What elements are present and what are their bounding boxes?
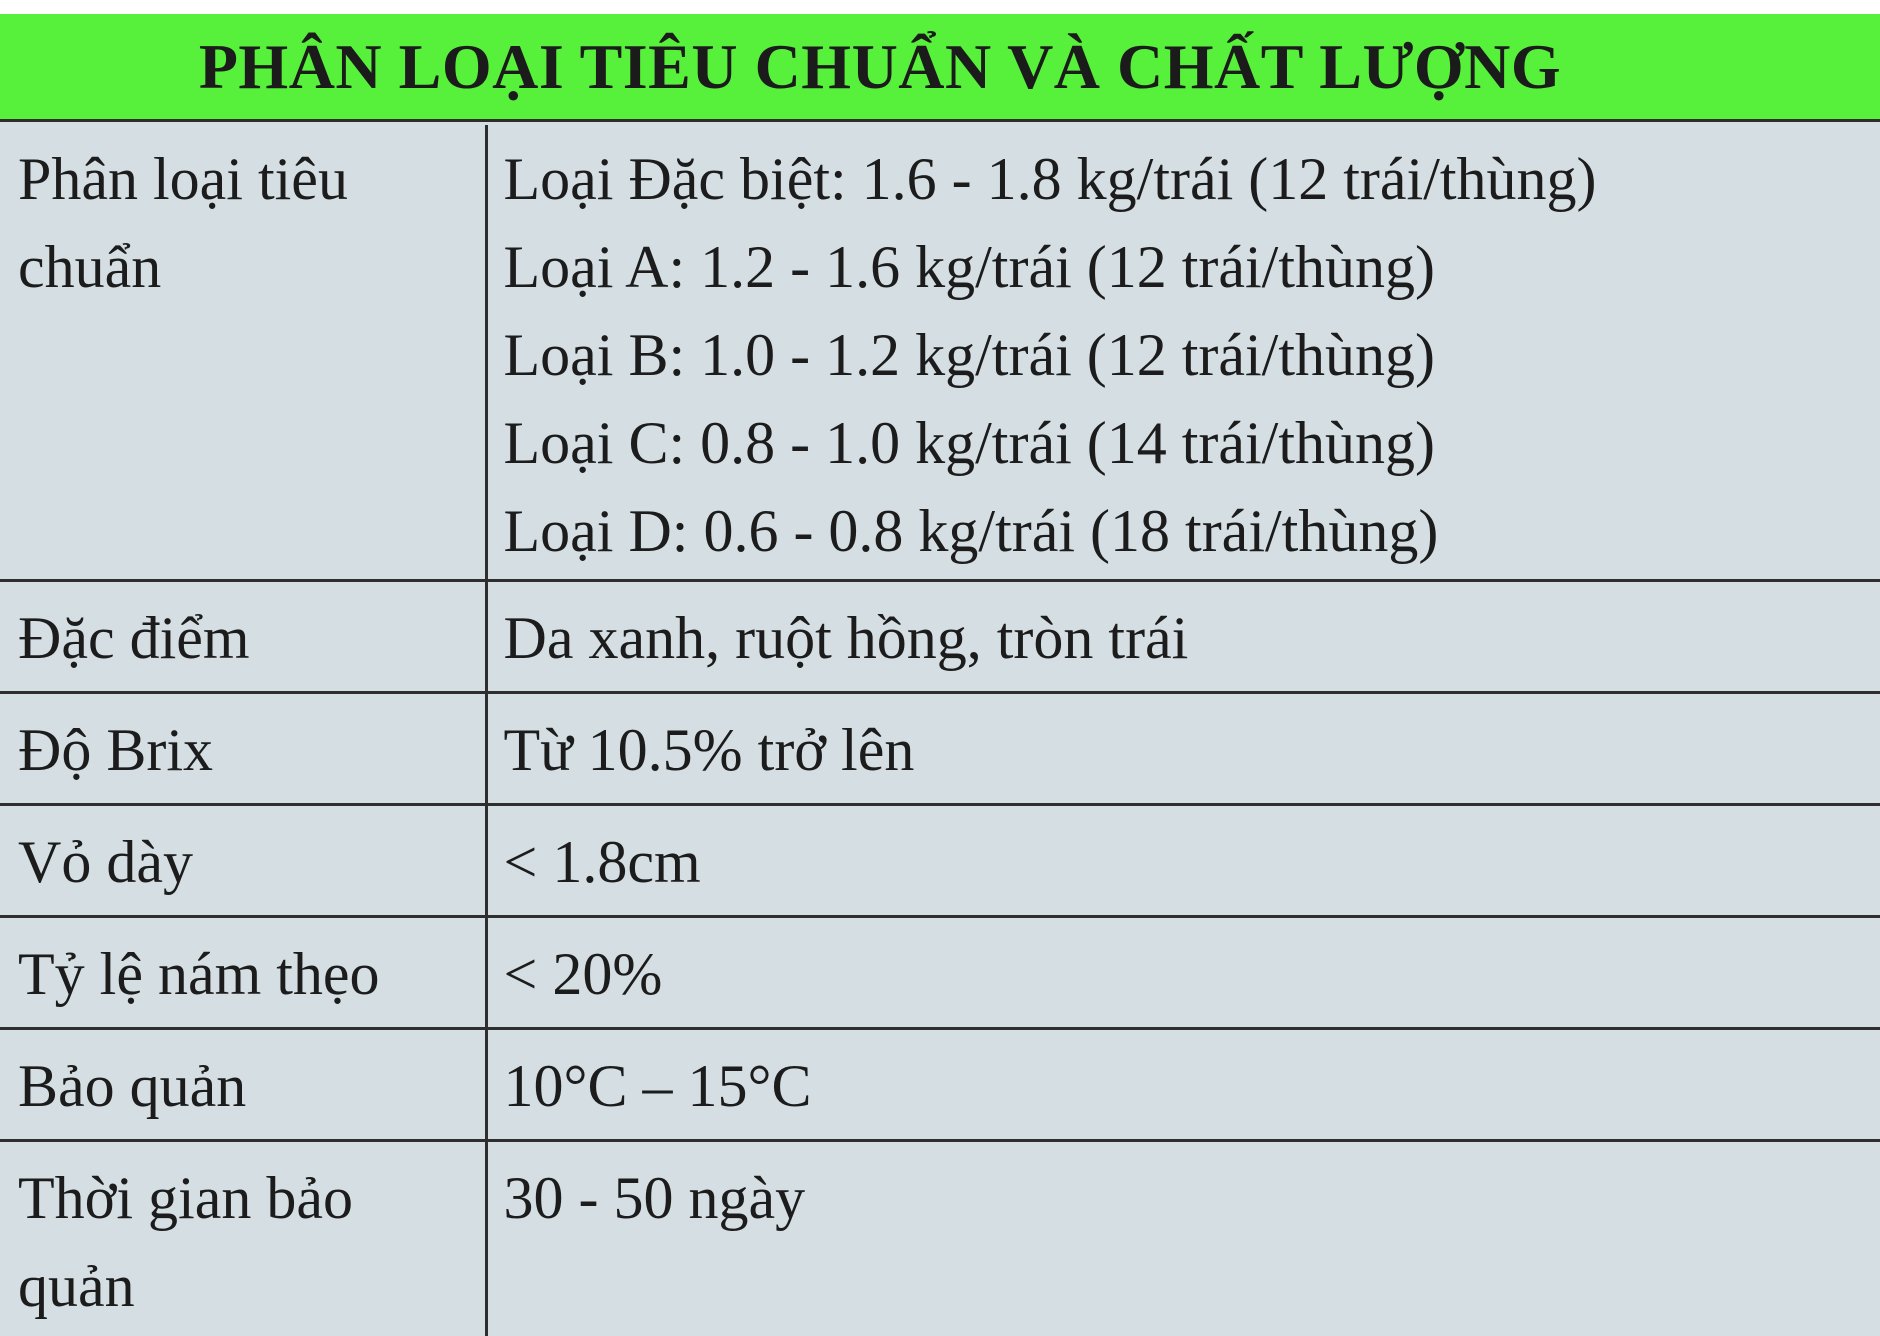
page-title: PHÂN LOẠI TIÊU CHUẨN VÀ CHẤT LƯỢNG	[198, 30, 1562, 102]
row-label: Đặc điểm	[0, 580, 486, 692]
top-strip	[0, 0, 1880, 14]
grade-line: Loại Đặc biệt: 1.6 - 1.8 kg/trái (12 trái/thùng)	[503, 146, 1597, 212]
table-row	[0, 1028, 1880, 1140]
table-row	[0, 804, 1880, 916]
grade-line: Loại A: 1.2 - 1.6 kg/trái (12 trái/thùng)	[503, 234, 1435, 300]
row-value-grades	[486, 125, 1880, 580]
grade-line: Loại D: 0.6 - 0.8 kg/trái (18 trái/thùng)	[503, 498, 1439, 564]
row-label: Phân loại tiêu chuẩn	[0, 125, 486, 580]
table-row	[0, 1140, 1880, 1336]
row-label: Vỏ dày	[0, 804, 486, 916]
grade-line: Loại B: 1.0 - 1.2 kg/trái (12 trái/thùng)	[503, 322, 1435, 388]
row-value: Từ 10.5% trở lên	[486, 692, 1880, 804]
row-value: Da xanh, ruột hồng, tròn trái	[486, 580, 1880, 692]
row-value: < 20%	[486, 916, 1880, 1028]
row-value: < 1.8cm	[486, 804, 1880, 916]
row-label: Bảo quản	[0, 1028, 486, 1140]
table-row-grades	[0, 125, 1880, 580]
row-label: Tỷ lệ nám thẹo	[0, 916, 486, 1028]
row-label: Độ Brix	[0, 692, 486, 804]
row-value: 30 - 50 ngày	[503, 1164, 806, 1231]
table-row	[0, 692, 1880, 804]
row-value: 10°C – 15°C	[486, 1028, 1880, 1140]
table-row	[0, 580, 1880, 692]
spec-table	[0, 125, 1880, 1336]
row-label: Thời gian bảo quản	[0, 1140, 486, 1336]
table-row	[0, 916, 1880, 1028]
grade-line: Loại C: 0.8 - 1.0 kg/trái (14 trái/thùng)	[503, 410, 1435, 476]
title-band	[0, 14, 1880, 122]
